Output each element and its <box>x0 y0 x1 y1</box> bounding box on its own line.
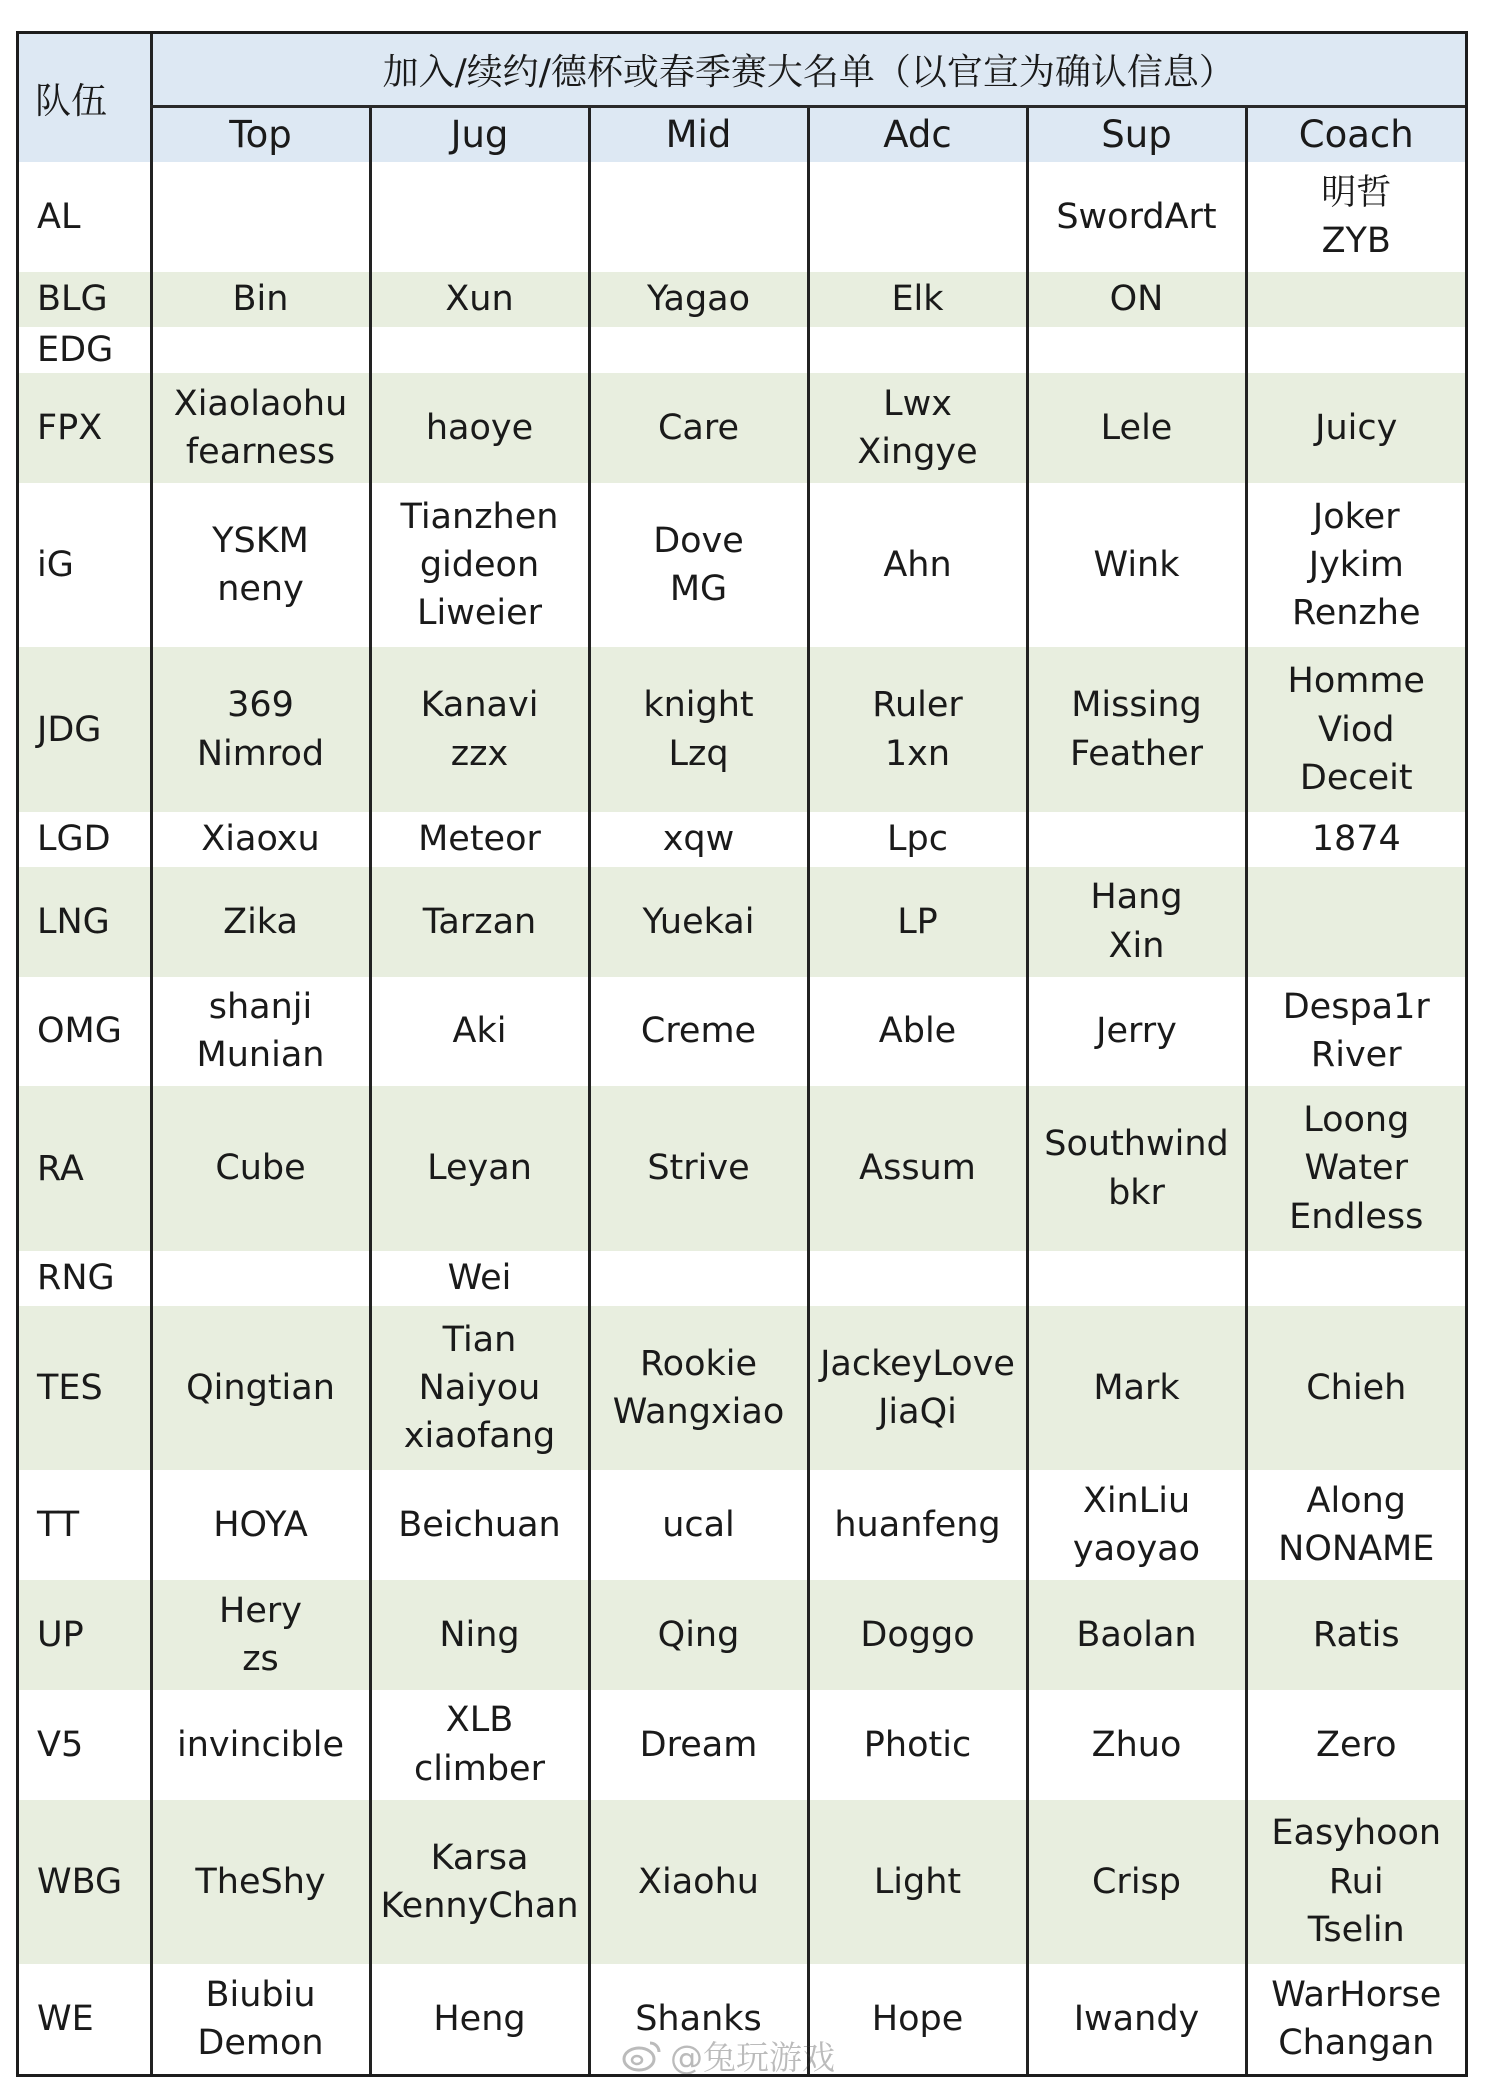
team-name: JDG <box>19 647 151 812</box>
player-name: Xiaohu <box>638 1861 759 1902</box>
role-header-jug: Jug <box>370 106 589 162</box>
cell-mid <box>589 1251 808 1306</box>
team-row-lgd <box>19 812 1465 867</box>
player-name: Zika <box>223 901 298 942</box>
cell-sup <box>1027 812 1246 867</box>
cell-mid <box>589 327 808 374</box>
player-name: KennyChan <box>380 1885 579 1926</box>
cell-adc <box>808 1580 1027 1690</box>
cell-jug <box>370 162 589 272</box>
player-name: Iwandy <box>1073 1998 1200 2039</box>
cell-sup <box>1027 867 1246 977</box>
player-name: Kanavi <box>420 685 539 726</box>
player-name: zzx <box>450 733 509 774</box>
cell-coach <box>1246 812 1465 867</box>
cell-mid <box>589 162 808 272</box>
cell-mid <box>589 1470 808 1580</box>
player-name: Shanks <box>635 1998 762 2039</box>
cell-adc <box>808 1470 1027 1580</box>
cell-mid <box>589 1690 808 1800</box>
player-name: Cube <box>215 1148 306 1189</box>
player-name: Rui <box>1328 1861 1384 1902</box>
player-name: ZYB <box>1321 220 1391 261</box>
cell-top <box>151 1800 370 1965</box>
player-name: HOYA <box>213 1505 308 1546</box>
player-name: Juicy <box>1315 407 1398 448</box>
cell-jug <box>370 1690 589 1800</box>
player-name: Ratis <box>1312 1614 1400 1655</box>
player-name: 1874 <box>1311 819 1401 860</box>
team-name: UP <box>19 1580 151 1690</box>
player-name: Along <box>1306 1480 1406 1521</box>
cell-jug <box>370 1800 589 1965</box>
player-name: Bin <box>232 279 289 319</box>
role-header-coach: Coach <box>1246 106 1465 162</box>
player-name: Despa1r <box>1282 987 1430 1028</box>
player-name: yaoyao <box>1072 1529 1201 1570</box>
roster-table <box>19 34 1465 2074</box>
team-name: LGD <box>37 819 111 860</box>
team-name: LNG <box>19 867 151 977</box>
cell-jug <box>370 327 589 374</box>
cell-coach <box>1246 483 1465 648</box>
player-name: xqw <box>662 819 735 860</box>
player-name: JiaQi <box>878 1392 957 1433</box>
team-name: TES <box>19 1306 151 1471</box>
player-name: ucal <box>662 1505 735 1546</box>
cell-sup <box>1027 1690 1246 1800</box>
player-name: Wei <box>447 1258 512 1299</box>
team-name: V5 <box>37 1724 84 1765</box>
team-row-we <box>19 1964 1465 2074</box>
player-name: Doggo <box>860 1614 975 1655</box>
team-column-header: 队伍 <box>19 34 151 162</box>
player-name: XinLiu <box>1082 1480 1191 1521</box>
cell-coach <box>1246 1964 1465 2074</box>
player-name: Easyhoon <box>1271 1813 1442 1854</box>
cell-coach <box>1246 1306 1465 1471</box>
cell-top <box>151 812 370 867</box>
player-name: Xin <box>1108 925 1165 966</box>
cell-coach <box>1246 1580 1465 1690</box>
cell-adc <box>808 647 1027 812</box>
cell-coach <box>1246 327 1465 374</box>
team-row-edg <box>19 327 1465 374</box>
cell-coach <box>1246 162 1465 272</box>
cell-jug <box>370 1470 589 1580</box>
cell-top <box>151 1690 370 1800</box>
cell-mid <box>589 373 808 483</box>
player-name: Hang <box>1090 877 1183 918</box>
cell-sup <box>1027 327 1246 374</box>
player-name: Loong <box>1303 1100 1410 1141</box>
cell-top <box>151 1086 370 1251</box>
player-name: Lele <box>1100 407 1173 448</box>
player-name: Yuekai <box>642 901 755 942</box>
team-name: RA <box>19 1086 151 1251</box>
cell-top <box>151 867 370 977</box>
player-name: Aki <box>452 1011 507 1052</box>
role-header-top: Top <box>151 106 370 162</box>
cell-adc <box>808 1251 1027 1306</box>
team-name: WBG <box>19 1800 151 1965</box>
cell-sup <box>1027 1086 1246 1251</box>
cell-coach <box>1246 1800 1465 1965</box>
role-header-sup: Sup <box>1027 106 1246 162</box>
player-name: TheShy <box>195 1861 326 1902</box>
player-name: Rookie <box>639 1343 758 1384</box>
cell-coach <box>1246 373 1465 483</box>
player-name: Light <box>873 1861 962 1902</box>
cell-top <box>151 1470 370 1580</box>
player-name: haoye <box>425 407 534 448</box>
team-row-ig <box>19 483 1465 648</box>
cell-jug <box>370 1964 589 2074</box>
player-name: MG <box>669 569 728 610</box>
player-name: neny <box>217 569 304 610</box>
player-name: Qing <box>657 1614 740 1655</box>
player-name: Changan <box>1278 2023 1435 2064</box>
team-name: TT <box>37 1505 80 1546</box>
cell-jug <box>370 373 589 483</box>
cell-jug <box>370 1580 589 1690</box>
player-name: Xingye <box>857 432 978 472</box>
table-title: 加入/续约/德杯或春季赛大名单（以官宣为确认信息） <box>151 34 1465 106</box>
player-name: Water <box>1304 1148 1408 1189</box>
player-name: Tselin <box>1307 1909 1405 1950</box>
cell-top <box>151 1964 370 2074</box>
cell-sup <box>1027 1251 1246 1306</box>
cell-sup <box>1027 647 1246 812</box>
watermark-text: @兔玩游戏 <box>670 2037 835 2077</box>
cell-adc <box>808 1690 1027 1800</box>
player-name: Heng <box>433 1998 526 2039</box>
team-row-blg <box>19 272 1465 327</box>
cell-mid <box>589 483 808 648</box>
player-name: Nimrod <box>196 733 325 774</box>
team-row-jdg <box>19 647 1465 812</box>
player-name: River <box>1310 1035 1402 1076</box>
roster-table-container <box>16 31 1468 2077</box>
cell-adc <box>808 272 1027 327</box>
cell-top <box>151 373 370 483</box>
player-name: Zhuo <box>1091 1724 1182 1765</box>
player-name: Lwx <box>883 383 952 424</box>
cell-coach <box>1246 1086 1465 1251</box>
player-name: Demon <box>197 2023 324 2064</box>
cell-sup <box>1027 977 1246 1087</box>
cell-coach <box>1246 977 1465 1087</box>
player-name: Joker <box>1312 496 1400 537</box>
player-name: Photic <box>863 1724 972 1765</box>
cell-coach <box>1246 647 1465 812</box>
player-name: 1xn <box>884 733 951 774</box>
cell-top <box>151 162 370 272</box>
player-name: Wink <box>1093 545 1180 585</box>
player-name: Qingtian <box>186 1367 335 1408</box>
cell-sup <box>1027 272 1246 327</box>
cell-adc <box>808 1800 1027 1965</box>
team-name: WE <box>37 1999 94 2040</box>
team-name: BLG <box>19 272 151 327</box>
player-name: Zero <box>1315 1724 1397 1765</box>
player-name: Homme <box>1287 661 1425 702</box>
team-row-fpx <box>19 373 1465 483</box>
team-row-tes <box>19 1306 1465 1471</box>
role-header-mid: Mid <box>589 106 808 162</box>
cell-adc <box>808 1306 1027 1471</box>
cell-jug <box>370 1086 589 1251</box>
team-row-al <box>19 162 1465 272</box>
player-name: fearness <box>185 432 336 472</box>
team-name: iG <box>37 545 74 586</box>
cell-mid <box>589 1800 808 1965</box>
player-name: 369 <box>227 685 294 726</box>
cell-top <box>151 1580 370 1690</box>
team-name: FPX <box>19 373 151 483</box>
player-name: Chieh <box>1306 1367 1407 1408</box>
player-name: Lpc <box>887 819 948 860</box>
player-name: Dream <box>639 1724 758 1765</box>
cell-adc <box>808 977 1027 1087</box>
player-name: Ruler <box>872 685 963 726</box>
cell-sup <box>1027 1306 1246 1471</box>
team-name: OMG <box>37 1011 122 1052</box>
player-name: Dove <box>653 520 744 561</box>
cell-mid <box>589 1964 808 2074</box>
cell-jug <box>370 977 589 1087</box>
player-name: bkr <box>1108 1172 1165 1213</box>
cell-top <box>151 327 370 374</box>
player-name: Xiaolaohu <box>173 383 348 424</box>
player-name: zs <box>242 1638 279 1679</box>
cell-coach <box>1246 272 1465 327</box>
team-name: RNG <box>37 1258 115 1299</box>
player-name: Ahn <box>883 545 952 585</box>
roster-body <box>19 162 1465 2074</box>
cell-mid <box>589 272 808 327</box>
cell-mid <box>589 812 808 867</box>
cell-top <box>151 1306 370 1471</box>
player-name: Renzhe <box>1291 593 1421 634</box>
cell-jug <box>370 272 589 327</box>
cell-top <box>151 483 370 648</box>
player-name: Able <box>878 1011 957 1052</box>
player-name: Xiaoxu <box>201 819 320 860</box>
player-name: gideon <box>419 545 540 585</box>
player-name: Southwind <box>1044 1124 1229 1165</box>
cell-adc <box>808 373 1027 483</box>
player-name: Strive <box>647 1148 750 1189</box>
player-name: Naiyou <box>418 1367 541 1408</box>
player-name: Endless <box>1289 1196 1424 1237</box>
player-name: Assum <box>859 1148 976 1189</box>
cell-top <box>151 977 370 1087</box>
cell-mid <box>589 977 808 1087</box>
player-name: Karsa <box>430 1837 529 1878</box>
player-name: Leyan <box>427 1148 532 1189</box>
player-name: Crisp <box>1091 1861 1181 1902</box>
cell-top <box>151 647 370 812</box>
player-name: Elk <box>891 279 944 319</box>
cell-jug <box>370 867 589 977</box>
cell-coach <box>1246 1251 1465 1306</box>
player-name: Ning <box>439 1614 520 1655</box>
cell-adc <box>808 327 1027 374</box>
player-name: Munian <box>196 1035 325 1076</box>
team-name: EDG <box>37 329 114 370</box>
player-name: Liweier <box>416 593 543 634</box>
player-name: JackeyLove <box>820 1343 1015 1384</box>
player-name: climber <box>414 1748 545 1789</box>
cell-sup <box>1027 1580 1246 1690</box>
cell-jug <box>370 647 589 812</box>
cell-mid <box>589 1306 808 1471</box>
player-name: LP <box>897 901 938 942</box>
player-name: 明哲 <box>1321 172 1392 213</box>
player-name: invincible <box>177 1724 344 1765</box>
team-row-tt <box>19 1470 1465 1580</box>
player-name: Jerry <box>1096 1011 1177 1052</box>
cell-adc <box>808 483 1027 648</box>
player-name: Wangxiao <box>612 1392 785 1433</box>
cell-mid <box>589 1086 808 1251</box>
team-row-omg <box>19 977 1465 1087</box>
player-name: Hope <box>871 1998 964 2039</box>
team-row-ra <box>19 1086 1465 1251</box>
cell-adc <box>808 867 1027 977</box>
player-name: Jykim <box>1308 545 1404 585</box>
player-name: Mark <box>1093 1367 1180 1408</box>
cell-coach <box>1246 867 1465 977</box>
cell-mid <box>589 867 808 977</box>
role-header-row <box>19 106 1465 162</box>
player-name: SwordArt <box>1056 196 1217 237</box>
player-name: Feather <box>1069 733 1204 774</box>
cell-sup <box>1027 1800 1246 1965</box>
player-name: huanfeng <box>834 1505 1001 1546</box>
cell-sup <box>1027 162 1246 272</box>
player-name: Xun <box>445 279 514 319</box>
cell-coach <box>1246 1470 1465 1580</box>
cell-sup <box>1027 373 1246 483</box>
cell-jug <box>370 1251 589 1306</box>
player-name: WarHorse <box>1271 1974 1442 2015</box>
cell-mid <box>589 1580 808 1690</box>
cell-coach <box>1246 1690 1465 1800</box>
team-row-v5 <box>19 1690 1465 1800</box>
player-name: shanji <box>208 987 313 1028</box>
cell-adc <box>808 812 1027 867</box>
player-name: Tian <box>442 1319 517 1360</box>
player-name: YSKM <box>212 520 309 561</box>
player-name: NONAME <box>1278 1529 1435 1570</box>
cell-sup <box>1027 1470 1246 1580</box>
player-name: Lzq <box>668 733 729 774</box>
player-name: Yagao <box>646 279 751 319</box>
cell-top <box>151 1251 370 1306</box>
player-name: xiaofang <box>403 1416 556 1457</box>
cell-top <box>151 272 370 327</box>
player-name: Care <box>657 407 740 448</box>
player-name: Tarzan <box>422 901 537 942</box>
player-name: Hery <box>219 1590 302 1631</box>
player-name: Tianzhen <box>400 496 559 537</box>
cell-mid <box>589 647 808 812</box>
player-name: knight <box>643 685 754 726</box>
team-row-wbg <box>19 1800 1465 1965</box>
cell-jug <box>370 812 589 867</box>
team-row-lng <box>19 867 1465 977</box>
cell-sup <box>1027 1964 1246 2074</box>
cell-jug <box>370 1306 589 1471</box>
player-name: Viod <box>1317 709 1395 750</box>
player-name: Beichuan <box>398 1505 561 1546</box>
cell-adc <box>808 1964 1027 2074</box>
cell-adc <box>808 162 1027 272</box>
player-name: Meteor <box>418 819 541 860</box>
cell-jug <box>370 483 589 648</box>
cell-adc <box>808 1086 1027 1251</box>
team-row-rng <box>19 1251 1465 1306</box>
player-name: Creme <box>640 1011 757 1052</box>
player-name: Baolan <box>1076 1614 1197 1655</box>
team-name: AL <box>37 196 81 237</box>
player-name: ON <box>1109 279 1164 319</box>
team-row-up <box>19 1580 1465 1690</box>
player-name: Deceit <box>1299 757 1413 798</box>
role-header-adc: Adc <box>808 106 1027 162</box>
cell-sup <box>1027 483 1246 648</box>
player-name: XLB <box>445 1700 514 1741</box>
player-name: Biubiu <box>205 1974 316 2015</box>
player-name: Missing <box>1071 685 1202 726</box>
